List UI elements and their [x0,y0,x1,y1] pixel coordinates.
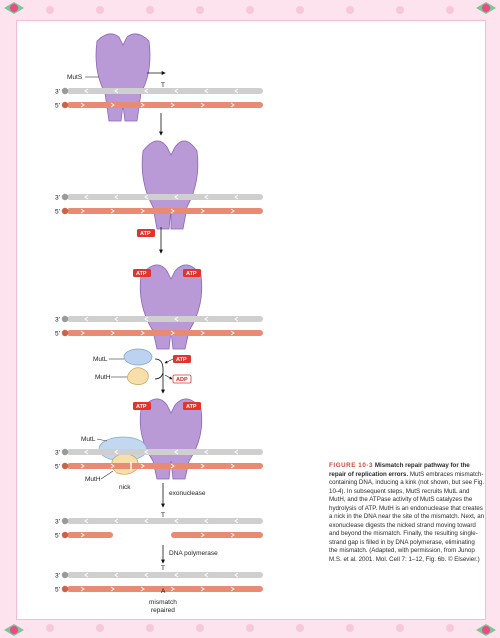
nick-label: nick [119,484,131,491]
bottom-strand [67,532,113,538]
mismatch-base: T [161,565,165,572]
dna-polymerase-label: DNA polymerase [169,550,218,557]
strand-end-cap [62,532,68,538]
svg-text:ATP: ATP [136,271,147,277]
three-prime-label: 3' [55,194,60,202]
step-3 [55,265,263,349]
strand-end-cap [62,518,68,524]
strand-end-cap [62,330,68,336]
three-prime-label: 3' [55,88,60,96]
svg-text:ATP: ATP [176,357,187,363]
step-5 [55,512,263,540]
strand-end-cap [62,316,68,322]
svg-text:ATP: ATP [140,231,151,237]
mutl-label: MutL [81,436,96,443]
strand-end-cap [62,102,68,108]
bottom-strand [171,532,263,538]
five-prime-label: 5' [55,532,60,540]
three-prime-label: 3' [55,518,60,526]
top-strand [67,316,263,322]
caption-body: MutS embraces mismatch-containing DNA, inducing a kink (not shown, but see Fig. 10-4). In subsequent steps, MutS recruits MutL and MutH, and the ATPase activity of MutS catalyzes the hydrolysis of ATP. MutH is an endonuclease that creates a nick in the DNA near the site of the mismatch. Next, an exonuclease digests the nicked strand moving toward and beyond the mismatch. Finally, the resulting single-strand gap is filled in by DNA polymerase, eliminating the mismatch. (Adapted, with permission, from Junop M.S. et al. 2001. Mol. Cell 7: 1–12, Fig. 6b. © Elsevier.) [329,470,485,563]
top-strand [67,518,263,524]
svg-text:ATP: ATP [186,404,197,410]
top-strand [67,194,263,200]
adp-badge [173,375,191,383]
top-strand [67,449,263,455]
five-prime-label: 5' [55,463,60,471]
atp-badge [133,402,151,410]
muth-protein [127,368,148,385]
strand-end-cap [62,88,68,94]
step-2 [55,141,263,229]
muts-label: MutS [67,74,83,81]
muts-protein [142,141,198,229]
corner-ribbon-top-right [476,2,496,14]
atp-badge [183,269,201,277]
figure-number: FIGURE 10-3 [329,462,374,469]
mismatch-base: T [161,512,165,519]
mutl-label: MutL [93,356,108,363]
muth-label: MutH [95,374,111,381]
three-prime-label: 3' [55,316,60,324]
strand-end-cap [62,572,68,578]
strand-end-cap [62,208,68,214]
figure-title: Mismatch repair pathway for the repair of replication errors. [329,462,470,478]
mutl-protein [124,349,152,365]
three-prime-label: 3' [55,449,60,457]
muts-protein [140,265,202,349]
corner-ribbon-bottom-left [4,624,24,636]
five-prime-label: 5' [55,586,60,594]
step-1 [55,34,263,121]
atp-badge [137,229,155,237]
figure-caption [329,462,485,564]
dna-duplex [55,518,263,540]
strand-end-cap [62,194,68,200]
top-strand [67,572,263,578]
atp-badge [183,402,201,410]
three-prime-label: 3' [55,572,60,580]
strand-end-cap [62,463,68,469]
dna-duplex [55,572,263,594]
corner-ribbon-bottom-right [476,624,496,636]
step-4 [55,399,263,491]
strand-end-cap [62,586,68,592]
repaired-base: A [161,588,166,595]
corner-ribbon-top-left [4,2,24,14]
five-prime-label: 5' [55,330,60,338]
top-strand [67,88,263,94]
mismatch-repaired-label-2: repaired [151,607,175,614]
five-prime-label: 5' [55,102,60,110]
svg-text:ADP: ADP [176,377,188,383]
svg-text:ATP: ATP [186,271,197,277]
atp-badge [173,355,191,363]
svg-text:ATP: ATP [136,404,147,410]
five-prime-label: 5' [55,208,60,216]
muth-label: MutH [85,476,101,483]
mismatch-repaired-label: mismatch [149,599,177,606]
strand-end-cap [62,449,68,455]
exonuclease-label: exonuclease [169,490,206,497]
mismatch-base: T [161,82,165,89]
dna-duplex [55,88,263,110]
step-6 [55,565,263,614]
atp-badge [133,269,151,277]
